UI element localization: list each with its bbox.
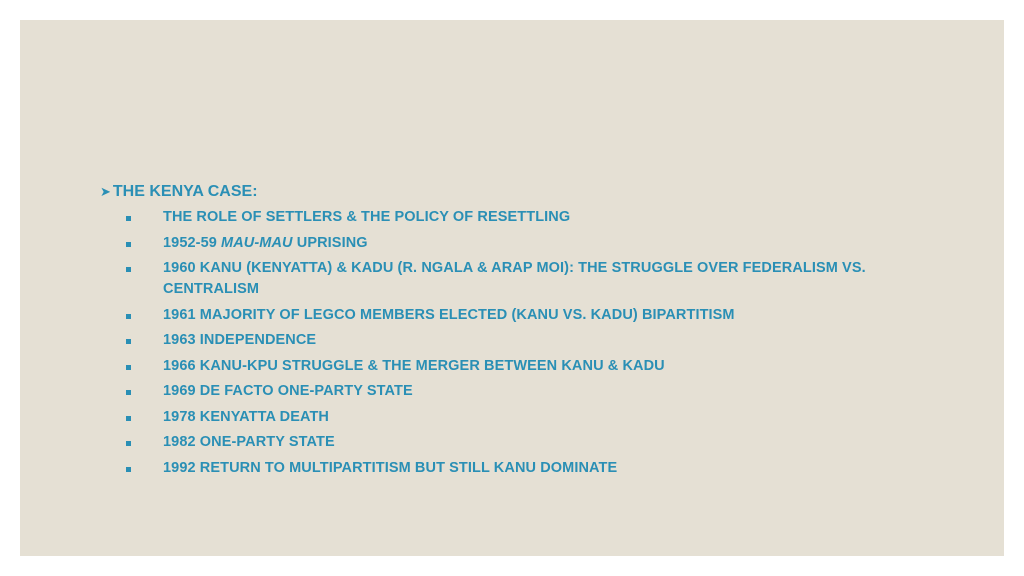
list-item-text-pre: 1952-59 — [163, 234, 222, 251]
list-item — [100, 258, 960, 300]
list-item-text: THE ROLE OF SETTLERS & THE POLICY OF RESETTLING — [163, 209, 571, 225]
slide — [20, 20, 1004, 556]
list-item-text: 1966 KANU-KPU STRUGGLE & THE MERGER BETWEEN KANU & KADU — [163, 357, 665, 374]
list-item — [100, 305, 960, 326]
list-item-text: 1982 ONE-PARTY STATE — [163, 434, 335, 450]
arrow-bullet-icon: ➤ — [100, 184, 111, 199]
square-bullet-icon — [126, 267, 131, 272]
section-heading-text: THE KENYA CASE: — [112, 183, 258, 200]
list-item-text: 1963 INDEPENDENCE — [163, 332, 317, 348]
list-item — [100, 458, 960, 479]
list-item — [100, 407, 960, 428]
square-bullet-icon — [126, 467, 131, 472]
list-item — [100, 432, 960, 453]
list-item-text: 1961 MAJORITY OF LEGCO MEMBERS ELECTED (KANU VS. KADU) BIPARTITISM — [163, 306, 735, 323]
bullet-list — [100, 207, 960, 479]
section-heading — [100, 180, 960, 204]
square-bullet-icon — [126, 216, 131, 221]
list-item-text: 1960 KANU (KENYATTA) & KADU (R. NGALA & ARAP MOI): THE STRUGGLE OVER FEDERALISM VS. CENTRALISM — [163, 260, 866, 297]
square-bullet-icon — [126, 242, 131, 247]
list-item-text-post: UPRISING — [292, 234, 368, 251]
list-item — [100, 330, 960, 351]
list-item — [100, 233, 960, 254]
square-bullet-icon — [126, 416, 131, 421]
list-item-text-emphasis: MAU-MAU — [221, 234, 293, 251]
square-bullet-icon — [126, 365, 131, 370]
square-bullet-icon — [126, 441, 131, 446]
list-item-text: 1978 KENYATTA DEATH — [163, 408, 330, 425]
square-bullet-icon — [126, 314, 131, 319]
list-item-text: 1992 RETURN TO MULTIPARTITISM BUT STILL KANU DOMINATE — [163, 459, 618, 476]
slide-content — [100, 180, 960, 483]
list-item — [100, 356, 960, 377]
list-item — [100, 381, 960, 402]
list-item-text: 1969 DE FACTO ONE-PARTY STATE — [163, 383, 413, 399]
square-bullet-icon — [126, 390, 131, 395]
list-item — [100, 207, 960, 228]
square-bullet-icon — [126, 339, 131, 344]
